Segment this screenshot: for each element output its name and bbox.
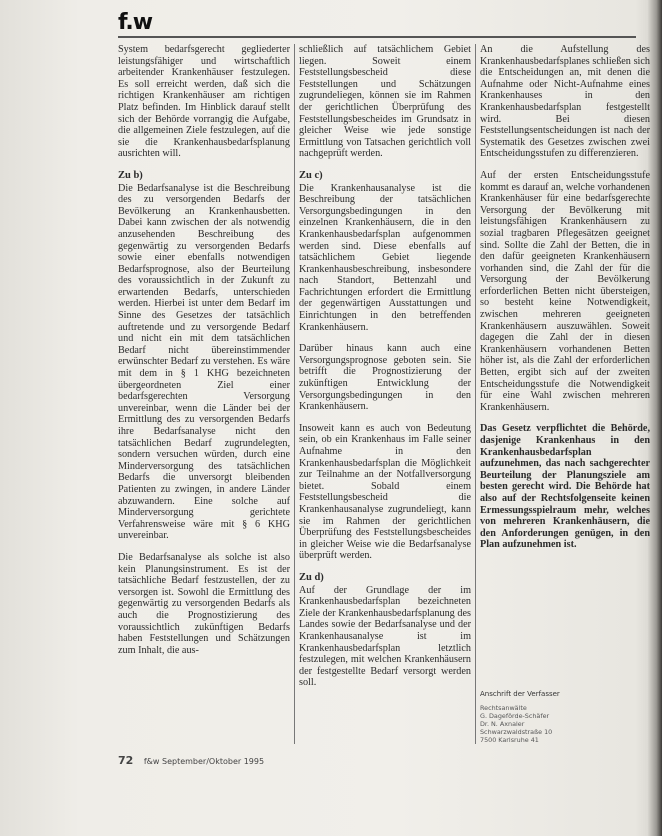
text-column-2 xyxy=(299,44,471,699)
section-heading: Zu b) xyxy=(118,169,143,181)
issue-label: f&w September/Oktober 1995 xyxy=(143,757,265,766)
paragraph: Auf der ersten Entscheidungsstufe kommt es darauf an, welche vorhandenen Krankenhäuser für eine bedarfsgerechte Versorgung der Bevölkerung mit leistungsfähigen Krankenhäusern zu sozial tragbaren Pflegesätzen geeignet sind. Sollte die Zahl der Betten, die in den dafür geeigneten Krankenhäusern vorhanden sind, die Zahl der für die Versorgung der Bevölkerung erforderlichen Betten nicht übersteigen, so besteht keine Notwendigkeit, zwischen mehreren geeigneten Krankenhäusern auszuwählen. Soweit dagegen die Zahl der in diesen Krankenhäusern vorhandenen Betten höher ist, als die Zahl der erforderlichen Betten, ergibt sich auf der zweiten Entscheidungsstufe die Notwendigkeit für eine Wahl zwischen mehreren Krankenhäusern. xyxy=(480,169,650,413)
paragraph: An die Aufstellung des Krankenhausbedarfsplanes schließen sich die Entscheidungen an, mit denen die Aufnahme oder Nicht-Aufnahme eines Krankenhauses in den Krankenhausbedarfsplan festgestellt wird. Bei diesen Feststellungsentscheidungen ist nach der Systematik des Gesetzes zwischen zwei Entscheidungsstufen zu differenzieren. xyxy=(480,44,650,160)
header-rule xyxy=(118,36,636,38)
paragraph: Auf der Grundlage der im Krankenhausbedarfsplan bezeichneten Ziele der Krankenhausbedarfsplanung des Landes sowie der Bedarfsanalyse und der Krankenhausanalyse ist im Krankenhausbedarfsplan letztlich festzulegen, mit welchen Krankenhäusern der festgestellte Bedarf versorgt werden soll. xyxy=(299,584,471,689)
section-heading: Zu c) xyxy=(299,169,323,181)
paragraph: schließlich auf tatsächlichem Gebiet liegen. Soweit einem Feststellungsbescheid diese Feststellungen und Schätzungen zugrundeliegen, können sie im Rahmen der gerichtlichen Überprüfung des Feststellungsbescheides im Grundsatz in gleicher Weise wie jede sonstige Ermittlung von Tatsachen gerichtlich voll nachgeprüft werden. xyxy=(299,44,471,160)
author-address xyxy=(480,690,630,744)
column-divider xyxy=(475,44,476,744)
text-column-3 xyxy=(480,44,650,561)
address-heading: Anschrift der Verfasser xyxy=(480,690,560,698)
page-edge-shadow xyxy=(648,0,662,836)
paragraph: System bedarfsgerecht gegliederter leistungsfähiger und wirtschaftlich arbeitender Krankenhäuser festzulegen. Es soll erreicht werden, daß sich die richtigen Krankenhäuser am richtigen Platz befinden. Im Hinblick darauf stellt sich der Behörde vorrangig die Aufgabe, die allgemeinen Ziele festzulegen, auf die sie die Krankenhausbedarfsplanung ausrichten will. xyxy=(118,44,290,160)
emphasized-paragraph: Das Gesetz verpflichtet die Behörde, dasjenige Krankenhaus in den Krankenhausbedarfsplan aufzunehmen, das nach sachgerechter Beurteilung der Planungsziele am besten gerecht wird. Die Behörde hat also auf der Rechtsfolgenseite keinen Ermessungsspielraum mehr, welches von mehreren Krankenhäusern, die den Anforderungen genügen, in den Plan aufzunehmen ist. xyxy=(480,423,650,551)
text-column-1 xyxy=(118,44,290,666)
address-line: Rechtsanwälte xyxy=(480,704,527,712)
paragraph: Darüber hinaus kann auch eine Versorgungsprognose geboten sein. Sie betrifft die Prognostizierung der zukünftigen Entwicklung der Versorgungsbedingungen in den Krankenhäusern. xyxy=(299,343,471,413)
paragraph: Die Bedarfsanalyse als solche ist also kein Planungsinstrument. Es ist der tatsächliche Bedarf festzustellen, der zu versorgen ist. Sowohl die Ermittlung des gegenwärtig zu versorgenden Bedarfs als auch die Prognostizierung des voraussichtlich zukünftigen Bedarfs haben Feststellungen und Schätzungen zum Inhalt, die aus- xyxy=(118,551,290,656)
address-line: Schwarzwaldstraße 10 xyxy=(480,728,553,736)
journal-logo: f.w xyxy=(118,10,153,35)
section-heading: Zu d) xyxy=(299,571,324,583)
paragraph: Die Krankenhausanalyse ist die Beschreibung der tatsächlichen Versorgungsbedingungen in den einzelnen Krankenhäusern, die in den Krankenhausbedarfsplan aufgenommen werden sind. Diese ebenfalls auf tatsächlichem Gebiet liegende Krankenhausbeschreibung, insbesondere nach Standort, Bettenzahl und Fachrichtungen erfordert die Ermittlung der gegenwärtigen Ausstattungen und Einrichtungen in den betreffenden Krankenhäusern. xyxy=(299,182,471,333)
page-footer xyxy=(118,754,418,767)
address-line: 7500 Karlsruhe 41 xyxy=(480,736,539,744)
address-line: G. Dageförde-Schäfer xyxy=(480,712,550,720)
paragraph: Insoweit kann es auch von Bedeutung sein, ob ein Krankenhaus im Falle seiner Aufnahme in den Krankenhausbedarfsplan die Möglichkeit zur Teilnahme an der Notfallversorgung bietet. Sobald einem Feststellungsbescheid die Krankenhausanalyse zugrundeliegt, kann sie im Rahmen der gerichtlichen Überprüfung des Feststellungsbescheides in gleicher Weise wie die Bedarfsanalyse überprüft werden. xyxy=(299,422,471,562)
paragraph: Die Bedarfsanalyse ist die Beschreibung des zu versorgenden Bedarfs der Bevölkerung an Krankenhausbetten. Dabei kann zwischen der als notwendig anzusehenden Beschreibung des gegenwärtig zu versorgenden Bedarfs sowie einer ebenfalls notwendigen Bedarfsprognose, also der Beurteilung des voraussichtlich in der Zukunft zu erwartenden Bedarfs, unterschieden werden. Hierbei ist unter dem Bedarf im Sinne des Gesetzes der tatsächlich auftretende und zu versorgende Bedarf und nicht ein mit dem tatsächlichen Bedarf nicht übereinstimmender erwünschter Bedarf zu verstehen. Es wäre mit dem in § 1 KHG bezeichneten übergeordneten Ziel einer bedarfsgerechten Versorgung unvereinbar, wenn die Länder bei der Ermittlung des zu versorgenden Bedarfs ihre Bedarfsanalyse nicht den tatsächlichen Bedarf zugrundelegten, sondern versuchen würden, durch eine Minderversorgung des tatsächlichen Bedarfs die unversorgt bleibenden Patienten zu zwingen, in andere Länder abzuwandern. Eine solche auf Minderversorgung gerichtete Verfahrensweise wäre mit § 6 KHG unvereinbar. xyxy=(118,182,290,542)
column-divider xyxy=(294,44,295,744)
address-line: Dr. N. Axnaler xyxy=(480,720,525,728)
page-number: 72 xyxy=(118,754,134,767)
